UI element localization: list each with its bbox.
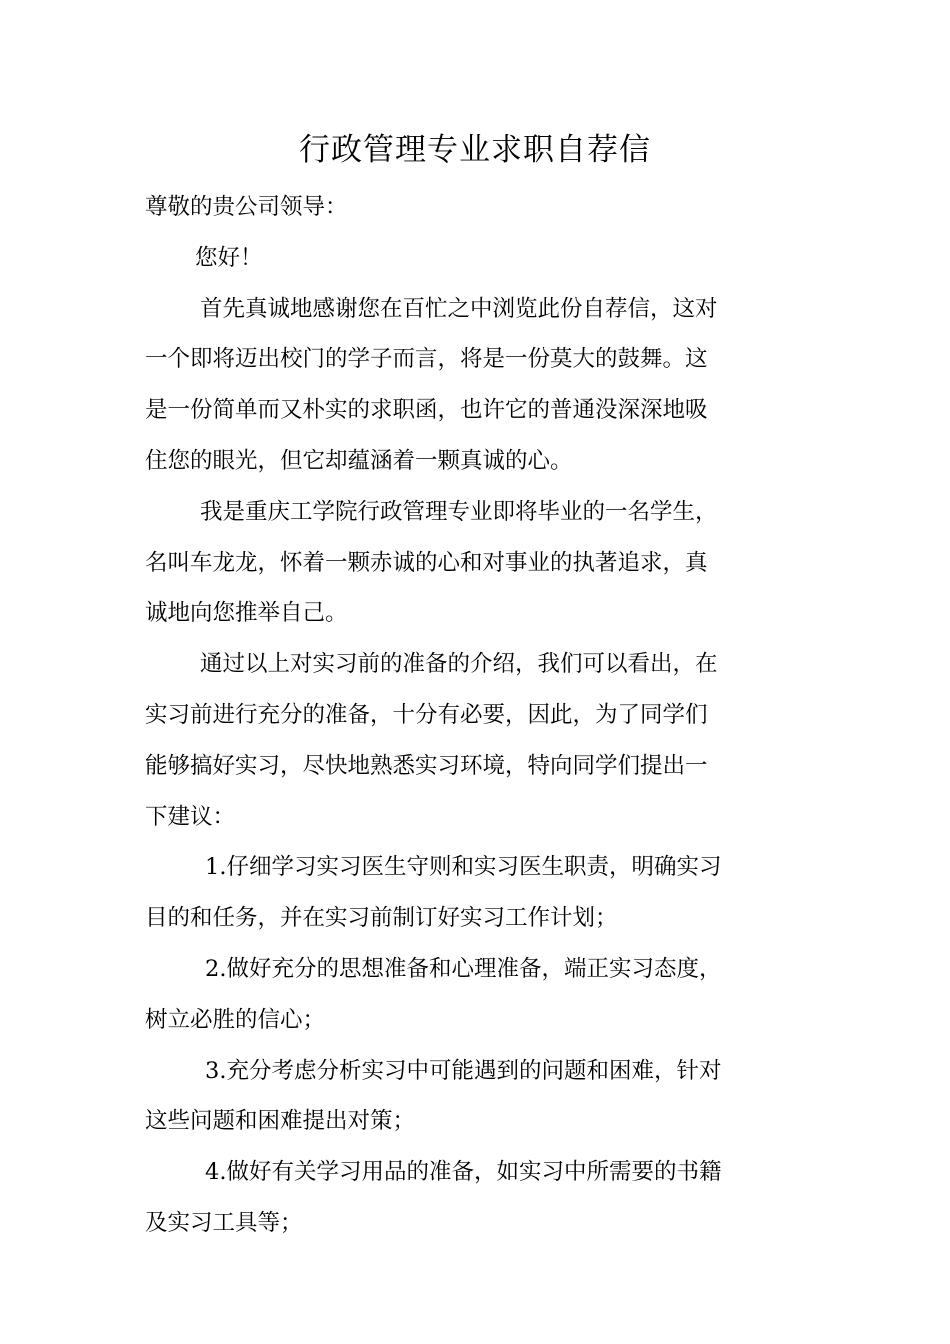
list-item-line: 这些问题和困难提出对策； (145, 1108, 416, 1135)
list-item-line: 目的和任务，并在实习前制订好实习工作计划； (145, 905, 618, 932)
paragraph-line: 能够搞好实习，尽快地熟悉实习环境，特向同学们提出一 (145, 752, 708, 779)
list-item-line: 4.做好有关学习用品的准备，如实习中所需要的书籍 (205, 1159, 722, 1186)
document-title: 行政管理专业求职自荐信 (299, 132, 651, 168)
list-item-line: 及实习工具等； (145, 1209, 303, 1236)
list-item-line: 3.充分考虑分析实习中可能遇到的问题和困难，针对 (205, 1057, 722, 1084)
salutation-line: 尊敬的贵公司领导： (145, 194, 348, 220)
paragraph-line: 首先真诚地感谢您在百忙之中浏览此份自荐信，这对 (200, 295, 718, 322)
paragraph-line: 一个即将迈出校门的学子而言，将是一份莫大的鼓舞。这 (145, 346, 708, 373)
paragraph-line: 下建议： (145, 803, 236, 830)
paragraph-line: 诚地向您推举自己。 (145, 600, 348, 627)
list-item-line: 树立必胜的信心； (145, 1006, 326, 1033)
paragraph-line: 实习前进行充分的准备，十分有必要，因此，为了同学们 (145, 701, 708, 728)
paragraph-line: 我是重庆工学院行政管理专业即将毕业的一名学生， (200, 498, 718, 525)
paragraph-line: 名叫车龙龙，怀着一颗赤诚的心和对事业的执著追求，真 (145, 549, 708, 576)
greeting-line: 您好！ (195, 244, 263, 271)
letter-body (145, 182, 810, 1249)
paragraph-line: 通过以上对实习前的准备的介绍，我们可以看出，在 (200, 651, 718, 678)
paragraph-line: 住您的眼光，但它却蕴涵着一颗真诚的心。 (145, 447, 573, 474)
paragraph-line: 是一份简单而又朴实的求职函，也许它的普通没深深地吸 (145, 397, 708, 424)
list-item-line: 1.仔细学习实习医生守则和实习医生职责，明确实习 (205, 854, 722, 881)
list-item-line: 2.做好充分的思想准备和心理准备，端正实习态度， (205, 955, 722, 982)
